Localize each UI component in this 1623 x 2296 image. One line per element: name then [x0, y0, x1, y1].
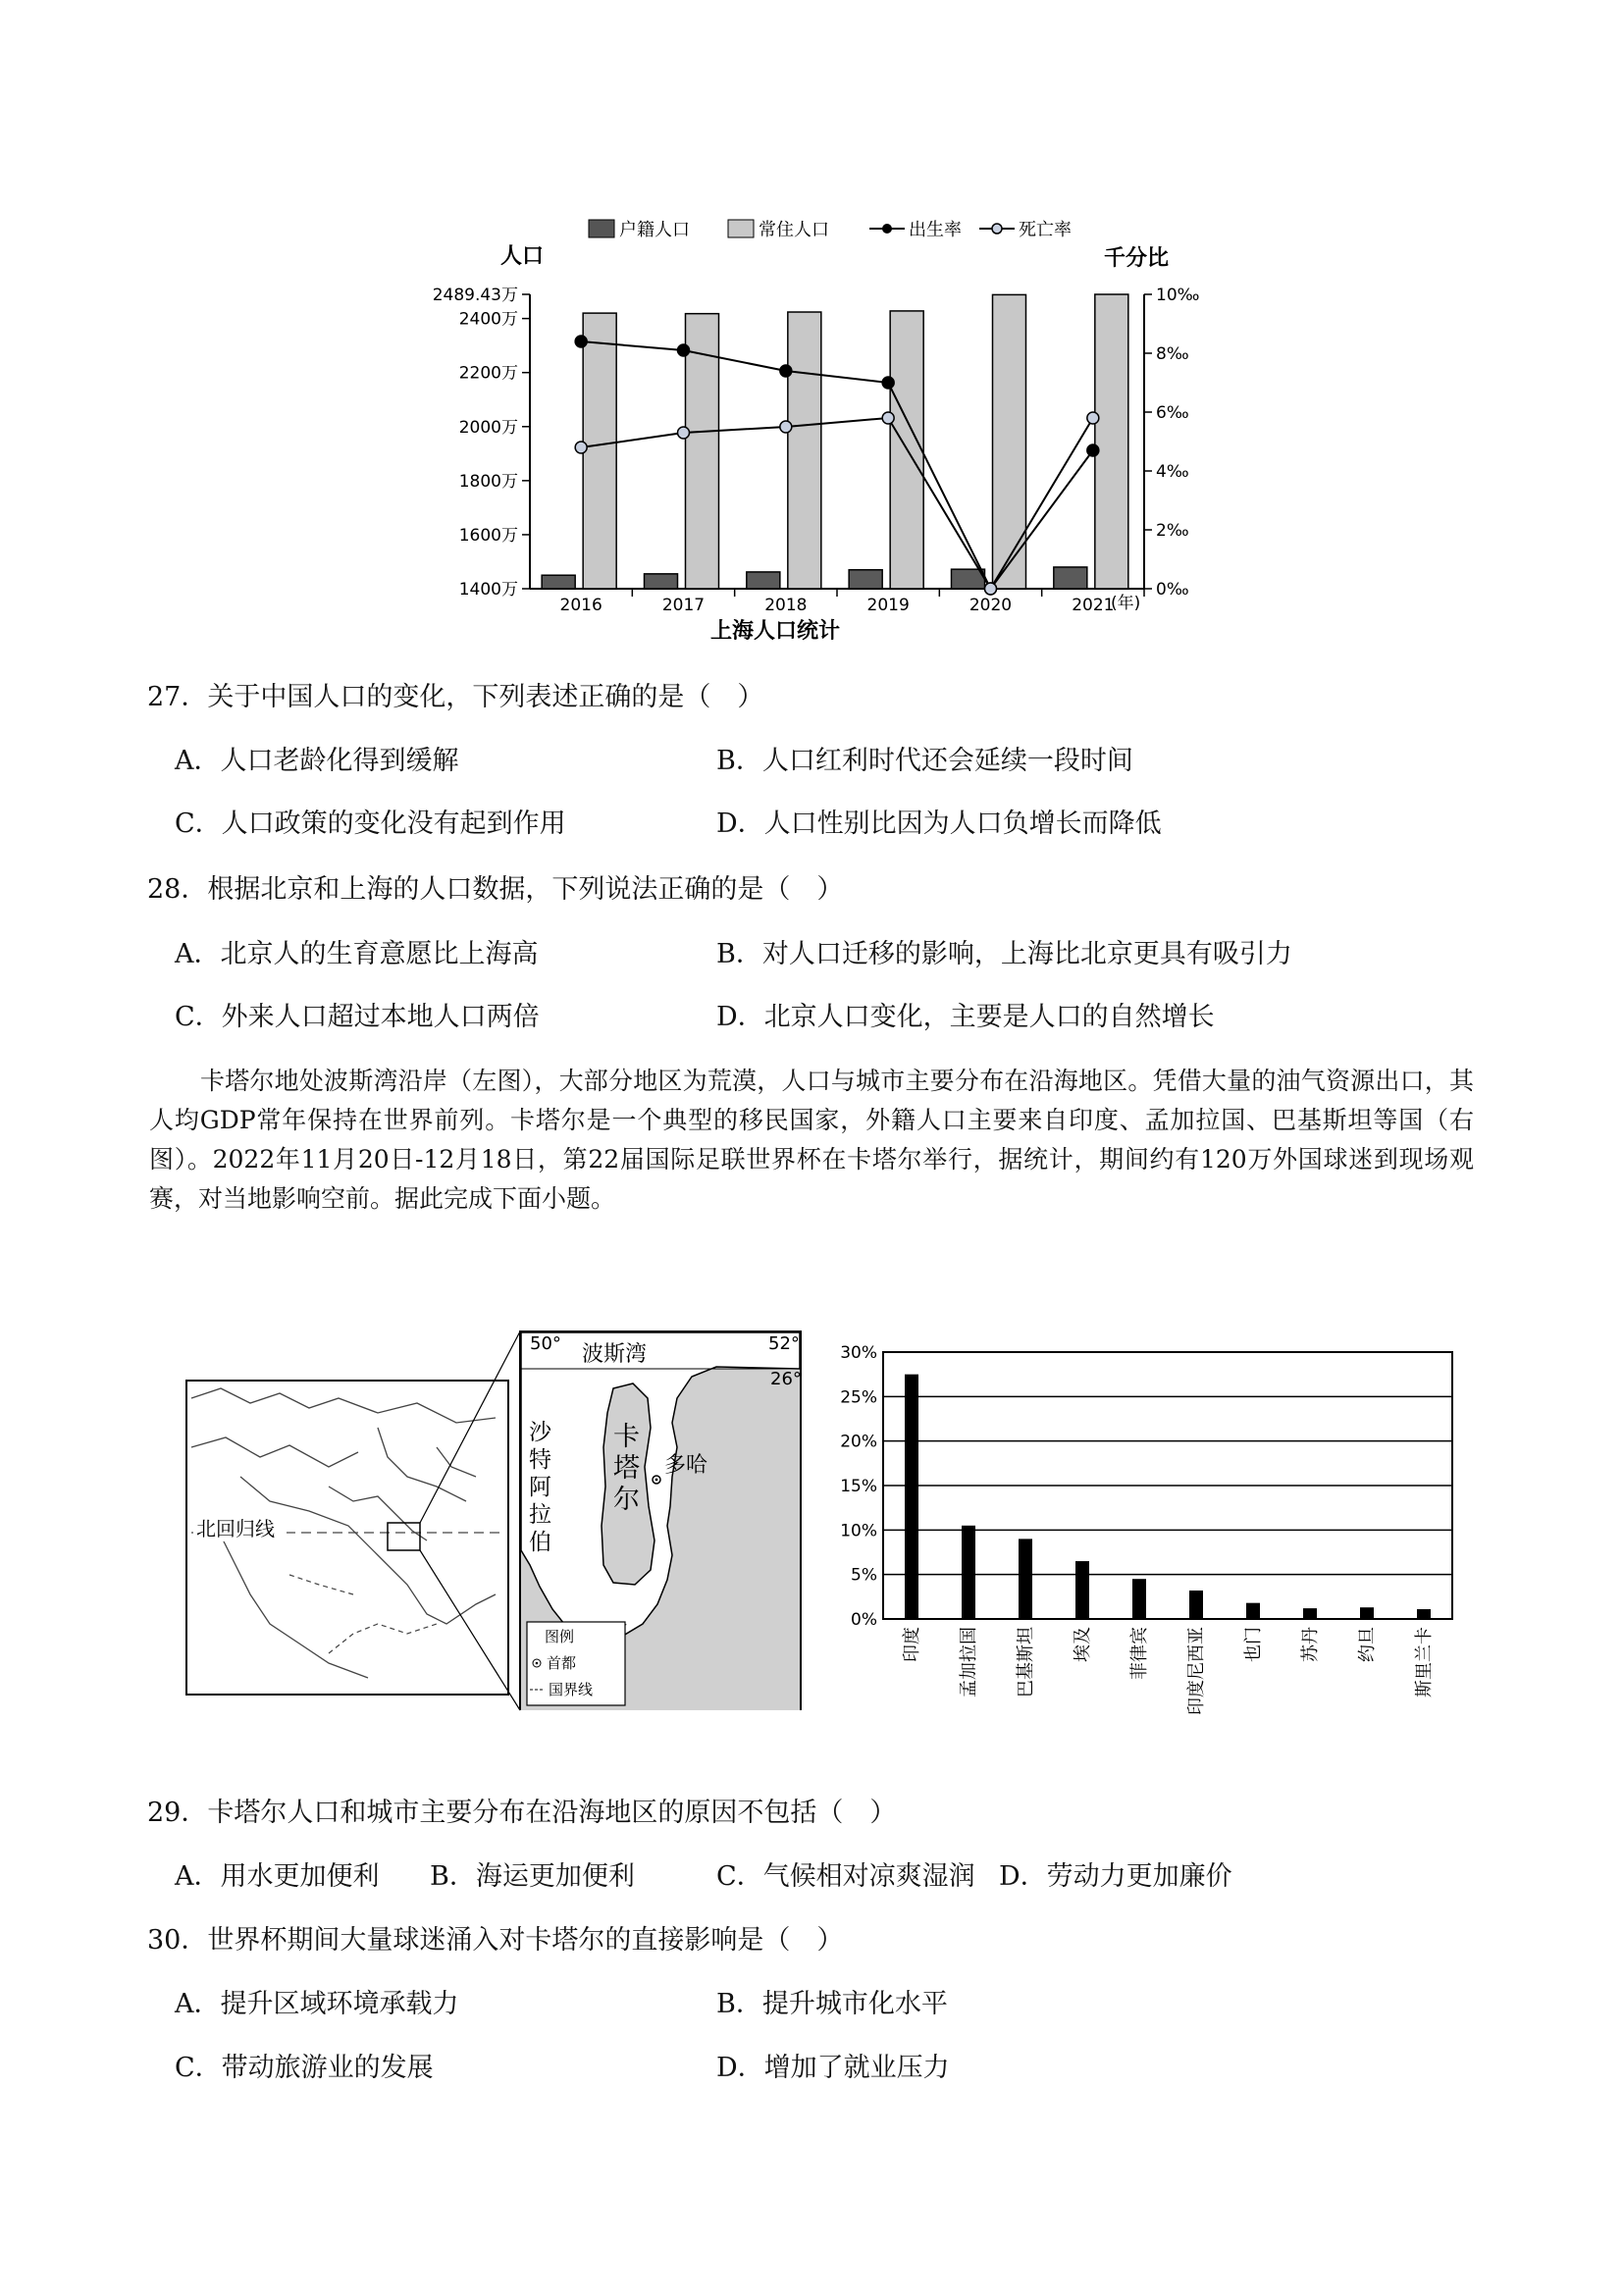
q30-option-b[interactable]: B．提升城市化水平	[716, 1989, 948, 2019]
q29-option-d[interactable]: D．劳动力更加廉价	[999, 1861, 1232, 1892]
huji-population-bar	[849, 570, 882, 589]
country-label: 也门	[1243, 1627, 1264, 1662]
death-rate-point	[985, 583, 997, 595]
country-label: 约旦	[1357, 1627, 1378, 1662]
shanghai-population-chart	[393, 206, 1217, 648]
left-tick-label: 1800万	[458, 471, 518, 492]
changzhu-population-bar	[788, 312, 821, 589]
persian-gulf-label: 波斯湾	[582, 1342, 648, 1367]
changzhu-population-bar	[583, 313, 616, 589]
lat-26-label: 26°	[770, 1369, 802, 1389]
left-tick-label: 1400万	[458, 580, 518, 600]
death-rate-point	[678, 427, 690, 439]
q28-option-b[interactable]: B．对人口迁移的影响，上海比北京更具有吸引力	[716, 939, 1292, 969]
huji-population-bar	[542, 575, 575, 589]
y-tick-label: 15%	[840, 1477, 877, 1496]
country-label: 印度尼西亚	[1186, 1627, 1207, 1715]
q28-stem: 28．根据北京和上海的人口数据，下列说法正确的是（ ）	[147, 874, 844, 905]
country-label: 苏丹	[1300, 1627, 1321, 1662]
origin-bar	[1303, 1608, 1317, 1619]
origin-bar	[1417, 1609, 1431, 1619]
right-tick-label: 8‰	[1156, 344, 1189, 364]
birth-rate-point	[575, 336, 587, 347]
tropic-of-cancer-label: 北回归线	[196, 1517, 275, 1540]
country-label: 印度	[902, 1627, 922, 1662]
death-rate-point	[1087, 412, 1099, 424]
q29-option-a[interactable]: A．用水更加便利	[175, 1861, 380, 1892]
qatar-location-map	[182, 1330, 805, 1712]
left-tick-label: 1600万	[458, 525, 518, 546]
svg-text:拉: 拉	[529, 1502, 551, 1528]
legend-huji: 户籍人口	[619, 220, 690, 240]
origin-bar	[1075, 1561, 1089, 1619]
huji-population-bar	[1054, 567, 1087, 589]
saudi-arabia-label	[529, 1420, 552, 1555]
map-legend-border: 国界线	[549, 1681, 594, 1698]
q27-option-c[interactable]: C．人口政策的变化没有起到作用	[175, 809, 566, 839]
qatar-label	[613, 1422, 640, 1515]
country-label: 埃及	[1073, 1627, 1093, 1662]
birth-rate-point	[882, 377, 894, 389]
right-tick-label: 2‰	[1156, 521, 1189, 541]
right-tick-label: 4‰	[1156, 462, 1189, 482]
svg-text:塔: 塔	[613, 1453, 640, 1484]
q29-stem: 29．卡塔尔人口和城市主要分布在沿海地区的原因不包括（ ）	[147, 1798, 897, 1828]
death-rate-point	[575, 442, 587, 453]
svg-text:尔: 尔	[613, 1485, 640, 1515]
death-rate-point	[780, 421, 792, 433]
origin-bar	[1246, 1603, 1260, 1619]
changzhu-population-bar	[1095, 294, 1128, 589]
q30-stem: 30．世界杯期间大量球迷涌入对卡塔尔的直接影响是（ ）	[147, 1925, 844, 1956]
legend-death-rate: 死亡率	[1019, 220, 1072, 240]
q28-option-a[interactable]: A．北京人的生育意愿比上海高	[175, 939, 539, 969]
origin-bar	[1132, 1579, 1146, 1619]
x-axis-unit: (年)	[1111, 594, 1141, 613]
qatar-immigrant-origin-chart	[829, 1334, 1467, 1727]
y-tick-label: 5%	[851, 1565, 877, 1586]
origin-bar	[1019, 1539, 1032, 1619]
country-label: 巴基斯坦	[1016, 1627, 1036, 1697]
chart1-legend	[589, 220, 1072, 240]
legend-birth-rate: 出生率	[909, 220, 962, 240]
x-tick-label: 2017	[661, 596, 706, 615]
legend-changzhu: 常住人口	[759, 220, 829, 240]
svg-text:卡: 卡	[613, 1422, 640, 1452]
left-tick-label: 2200万	[458, 363, 518, 384]
origin-bar	[1360, 1607, 1374, 1619]
svg-text:阿: 阿	[529, 1475, 551, 1500]
left-tick-label: 2489.43万	[432, 286, 518, 305]
doha-label: 多哈	[664, 1453, 708, 1478]
map-legend-capital: 首都	[547, 1654, 577, 1672]
y-tick-label: 30%	[840, 1343, 877, 1363]
country-label: 孟加拉国	[959, 1627, 979, 1697]
q30-option-c[interactable]: C．带动旅游业的发展	[175, 2053, 434, 2083]
x-tick-label: 2021	[1072, 596, 1115, 615]
svg-text:特: 特	[529, 1447, 551, 1473]
y-tick-label: 20%	[840, 1432, 877, 1452]
q29-option-c[interactable]: C．气候相对凉爽湿润	[716, 1861, 975, 1892]
lon-50-label: 50°	[530, 1333, 561, 1354]
birth-rate-point	[1087, 444, 1099, 456]
origin-bar	[905, 1375, 918, 1619]
x-tick-label: 2020	[969, 596, 1013, 615]
map-legend-title: 图例	[545, 1628, 575, 1645]
q30-option-a[interactable]: A．提升区域环境承载力	[175, 1989, 459, 2019]
q27-option-d[interactable]: D．人口性别比因为人口负增长而降低	[716, 809, 1162, 839]
origin-bar	[1189, 1591, 1203, 1619]
q29-option-b[interactable]: B．海运更加便利	[430, 1861, 635, 1892]
huji-population-bar	[747, 572, 780, 589]
birth-rate-point	[780, 365, 792, 377]
x-tick-label: 2019	[866, 596, 910, 615]
origin-bar	[962, 1526, 975, 1619]
death-rate-point	[882, 412, 894, 424]
birth-rate-point	[678, 344, 690, 356]
q27-stem: 27．关于中国人口的变化，下列表述正确的是（ ）	[147, 682, 764, 712]
x-tick-label: 2018	[764, 596, 808, 615]
right-axis-title: 千分比	[1104, 246, 1170, 271]
changzhu-population-bar	[993, 294, 1026, 589]
q30-option-d[interactable]: D．增加了就业压力	[716, 2053, 950, 2083]
y-tick-label: 25%	[840, 1387, 877, 1408]
q27-option-a[interactable]: A．人口老龄化得到缓解	[175, 746, 459, 776]
right-tick-label: 10‰	[1156, 286, 1200, 305]
y-tick-label: 0%	[851, 1610, 877, 1630]
qatar-passage: 卡塔尔地处波斯湾沿岸（左图），大部分地区为荒漠，人口与城市主要分布在沿海地区。凭借大量的油气资源出口，其人均GDP常年保持在世界前列。卡塔尔是一个典型的移民国家，外籍人口主要来自印度、孟加拉国、巴基斯坦等国（右图）。2022年11月20日-12月18日，第22届国际足联世界杯在卡塔尔举行，据统计，期间约有120万外国球迷到现场观赛，对当地影响空前。据此完成下面小题。	[149, 1067, 1474, 1213]
right-tick-label: 6‰	[1156, 403, 1189, 423]
svg-text:伯: 伯	[529, 1530, 551, 1555]
country-label: 斯里兰卡	[1414, 1627, 1435, 1697]
q28-option-d[interactable]: D．北京人口变化，主要是人口的自然增长	[716, 1002, 1215, 1032]
left-axis-title: 人口	[500, 244, 545, 269]
q27-option-b[interactable]: B．人口红利时代还会延续一段时间	[716, 746, 1133, 776]
huji-population-bar	[645, 574, 678, 589]
lon-52-label: 52°	[768, 1333, 800, 1354]
chart1-caption: 上海人口统计	[709, 619, 841, 644]
left-tick-label: 2400万	[458, 309, 518, 330]
right-tick-label: 0‰	[1156, 580, 1189, 600]
q28-option-c[interactable]: C．外来人口超过本地人口两倍	[175, 1002, 540, 1032]
left-tick-label: 2000万	[458, 417, 518, 438]
x-tick-label: 2016	[559, 596, 602, 615]
country-label: 菲律宾	[1129, 1627, 1150, 1680]
y-tick-label: 10%	[840, 1521, 877, 1541]
svg-text:沙: 沙	[529, 1420, 551, 1445]
